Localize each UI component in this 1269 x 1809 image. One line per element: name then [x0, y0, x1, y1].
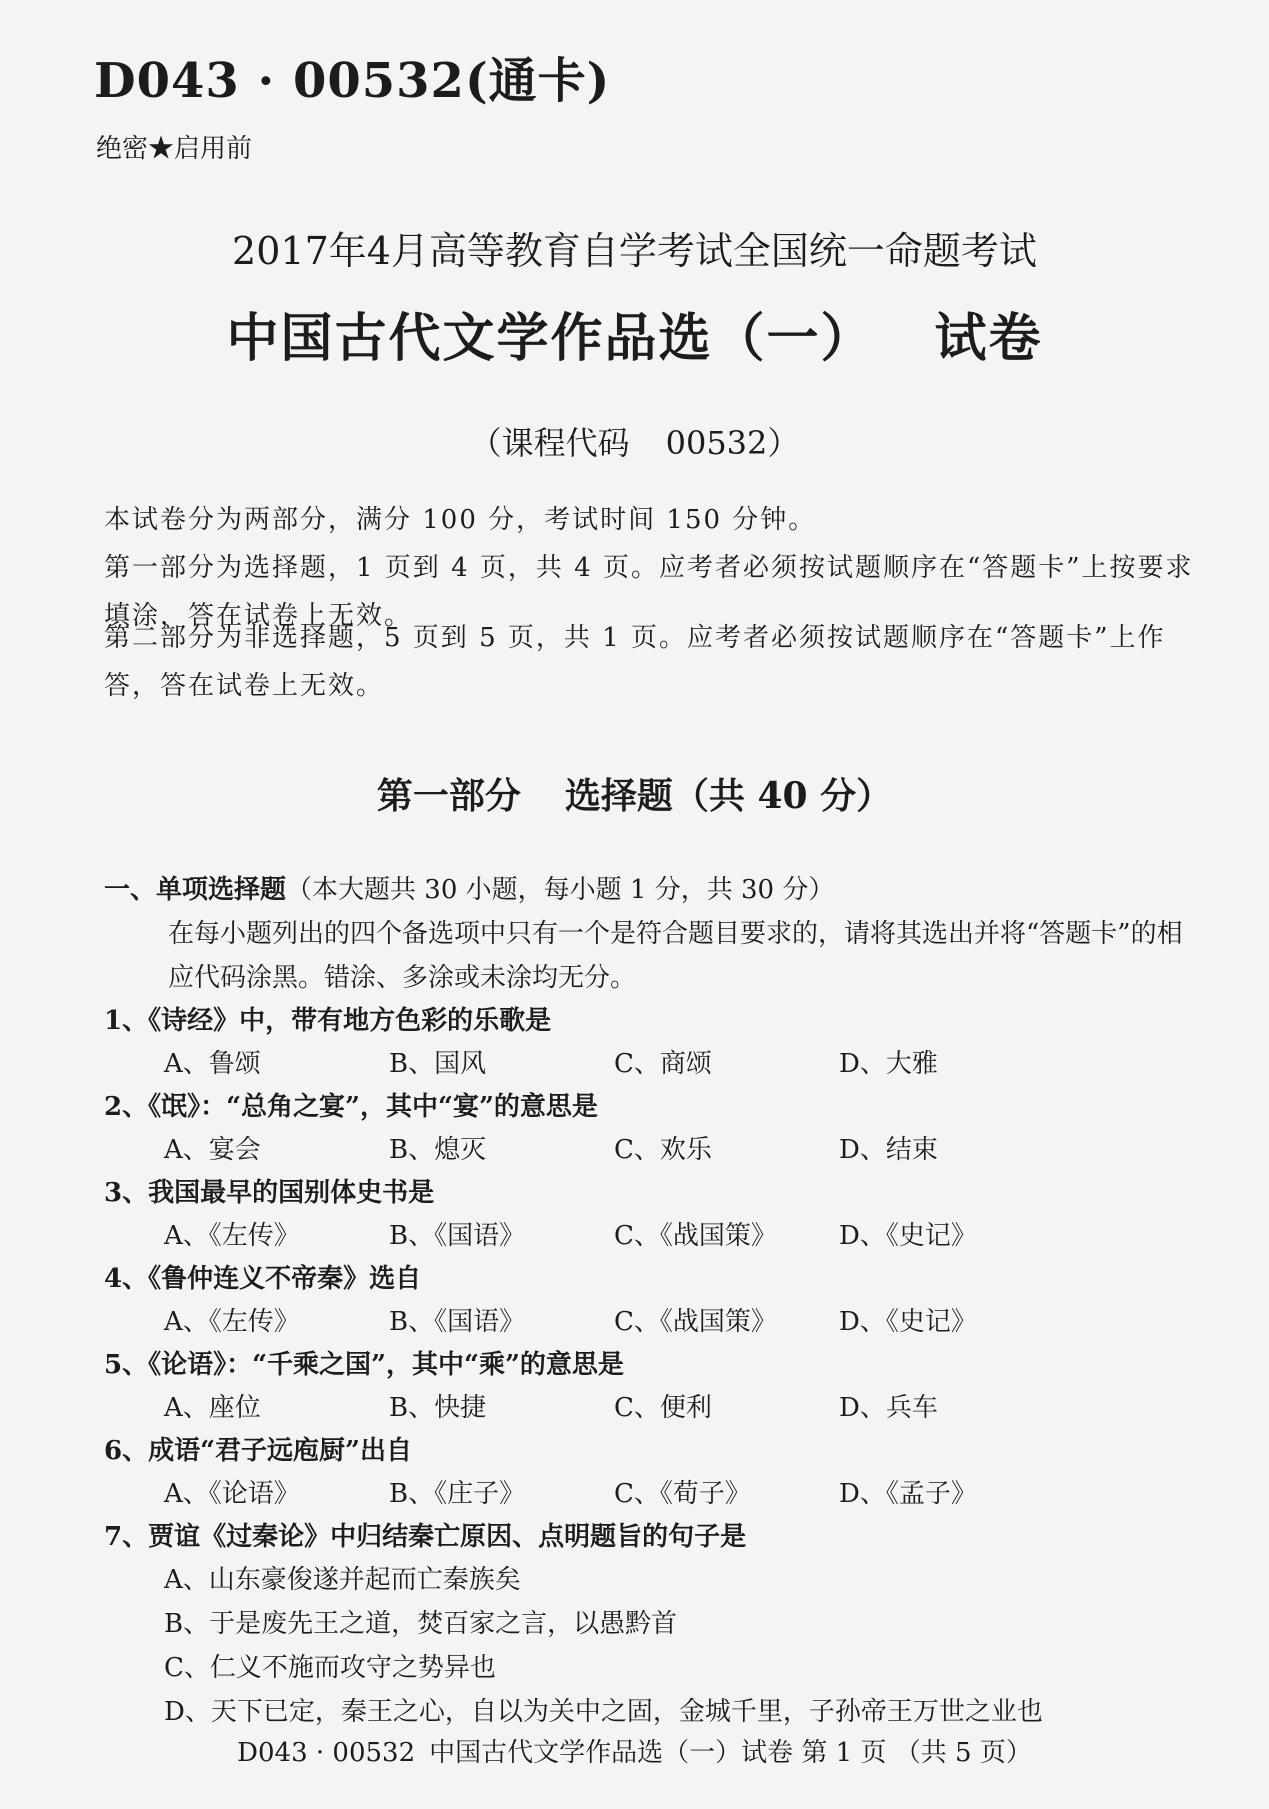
- question-4: [104, 1258, 1204, 1344]
- question-3: [104, 1172, 1204, 1258]
- question-stem: 7、贾谊《过秦论》中归结秦亡原因、点明题旨的句子是: [104, 1522, 747, 1552]
- option-b: B、熄灭: [389, 1135, 487, 1165]
- footer-code: D043 · 00532: [237, 1738, 416, 1768]
- instruction-line-1: 本试卷分为两部分，满分 100 分，考试时间 150 分钟。: [104, 505, 817, 535]
- section-description: 在每小题列出的四个备选项中只有一个是符合题目要求的，请将其选出并将“答题卡”的相应代码涂黑。错涂、多涂或未涂均无分。: [168, 919, 1183, 993]
- option-b: B、《庄子》: [389, 1479, 526, 1509]
- instruction-line-2: 第一部分为选择题，1 页到 4 页，共 4 页。应考者必须按试题顺序在“答题卡”上按要求填涂，答在试卷上无效。: [104, 553, 1194, 631]
- option-d: D、结束: [839, 1135, 938, 1165]
- confidential-mark: 绝密★启用前: [96, 134, 253, 164]
- course-code-value: 00532）: [665, 424, 800, 462]
- option-a: A、《左传》: [164, 1307, 300, 1337]
- question-stem: 3、我国最早的国别体史书是: [104, 1178, 435, 1208]
- option-a: A、座位: [164, 1393, 261, 1423]
- question-stem: 6、成语“君子远庖厨”出自: [104, 1436, 413, 1466]
- option-b: B、《国语》: [389, 1221, 526, 1251]
- option-a: A、宴会: [164, 1135, 261, 1165]
- option-c: C、《战国策》: [614, 1221, 777, 1251]
- part-title: [0, 768, 1269, 819]
- option-c: C、欢乐: [614, 1135, 712, 1165]
- option-b: B、快捷: [389, 1393, 487, 1423]
- option-d: D、兵车: [839, 1393, 938, 1423]
- paper-name: 中国古代文学作品选（一）: [226, 308, 875, 369]
- question-stem: 4、《鲁仲连义不帝秦》选自: [104, 1264, 422, 1294]
- option-b: B、于是废先王之道，焚百家之言，以愚黔首: [164, 1609, 678, 1639]
- option-a: A、鲁颂: [164, 1049, 261, 1079]
- footer-text: 中国古代文学作品选（一）试卷 第 1 页 （共 5 页）: [429, 1738, 1032, 1768]
- option-b: B、《国语》: [389, 1307, 526, 1337]
- option-c: C、《战国策》: [614, 1307, 777, 1337]
- option-row: [104, 1042, 1204, 1086]
- option-d: D、《孟子》: [839, 1479, 977, 1509]
- option-d: D、《史记》: [839, 1221, 977, 1251]
- question-stem: 2、《氓》：“总角之宴”，其中“宴”的意思是: [104, 1092, 598, 1122]
- instructions-part2: [104, 614, 1194, 710]
- question-7: [104, 1516, 1204, 1734]
- part-label: 第一部分: [376, 775, 521, 817]
- option-a: A、《左传》: [164, 1221, 300, 1251]
- option-d: D、天下已定，秦王之心，自以为关中之固，金城千里，子孙帝王万世之业也: [164, 1697, 1043, 1727]
- section-note: （本大题共 30 小题，每小题 1 分，共 30 分）: [286, 875, 835, 905]
- paper-suffix: 试卷: [934, 308, 1043, 369]
- question-6: [104, 1430, 1204, 1516]
- question-2: [104, 1086, 1204, 1172]
- section-heading: 一、单项选择题: [104, 875, 287, 905]
- option-row: [104, 1128, 1204, 1172]
- paper-title: [0, 296, 1269, 371]
- question-stem: 5、《论语》：“千乘之国”，其中“乘”的意思是: [104, 1350, 624, 1380]
- question-list: [104, 1000, 1204, 1734]
- part-name: 选择题（共 40 分）: [564, 775, 893, 817]
- option-c: C、商颂: [614, 1049, 712, 1079]
- page-footer: [0, 1732, 1269, 1769]
- course-code: [0, 418, 1269, 464]
- option-b: B、国风: [389, 1049, 487, 1079]
- option-row: [104, 1300, 1204, 1344]
- question-1: [104, 1000, 1204, 1086]
- option-row: [104, 1472, 1204, 1516]
- option-d: D、《史记》: [839, 1307, 977, 1337]
- question-5: [104, 1344, 1204, 1430]
- section-header: [104, 868, 1204, 1000]
- paper-code: D043 · 00532(通卡): [94, 53, 611, 109]
- option-row: [104, 1386, 1204, 1430]
- instruction-line-3: 第二部分为非选择题，5 页到 5 页，共 1 页。应考者必须按试题顺序在“答题卡”上作答，答在试卷上无效。: [104, 623, 1166, 701]
- option-d: D、大雅: [839, 1049, 938, 1079]
- option-c: C、仁义不施而攻守之势异也: [164, 1653, 496, 1683]
- question-stem: 1、《诗经》中，带有地方色彩的乐歌是: [104, 1006, 552, 1036]
- course-code-label: （课程代码: [469, 424, 630, 462]
- option-a: A、山东豪俊遂并起而亡秦族矣: [164, 1565, 521, 1595]
- exam-title: 2017年4月高等教育自学考试全国统一命题考试: [232, 229, 1037, 273]
- option-c: C、便利: [614, 1393, 712, 1423]
- option-a: A、《论语》: [164, 1479, 300, 1509]
- option-row: [104, 1214, 1204, 1258]
- option-c: C、《荀子》: [614, 1479, 751, 1509]
